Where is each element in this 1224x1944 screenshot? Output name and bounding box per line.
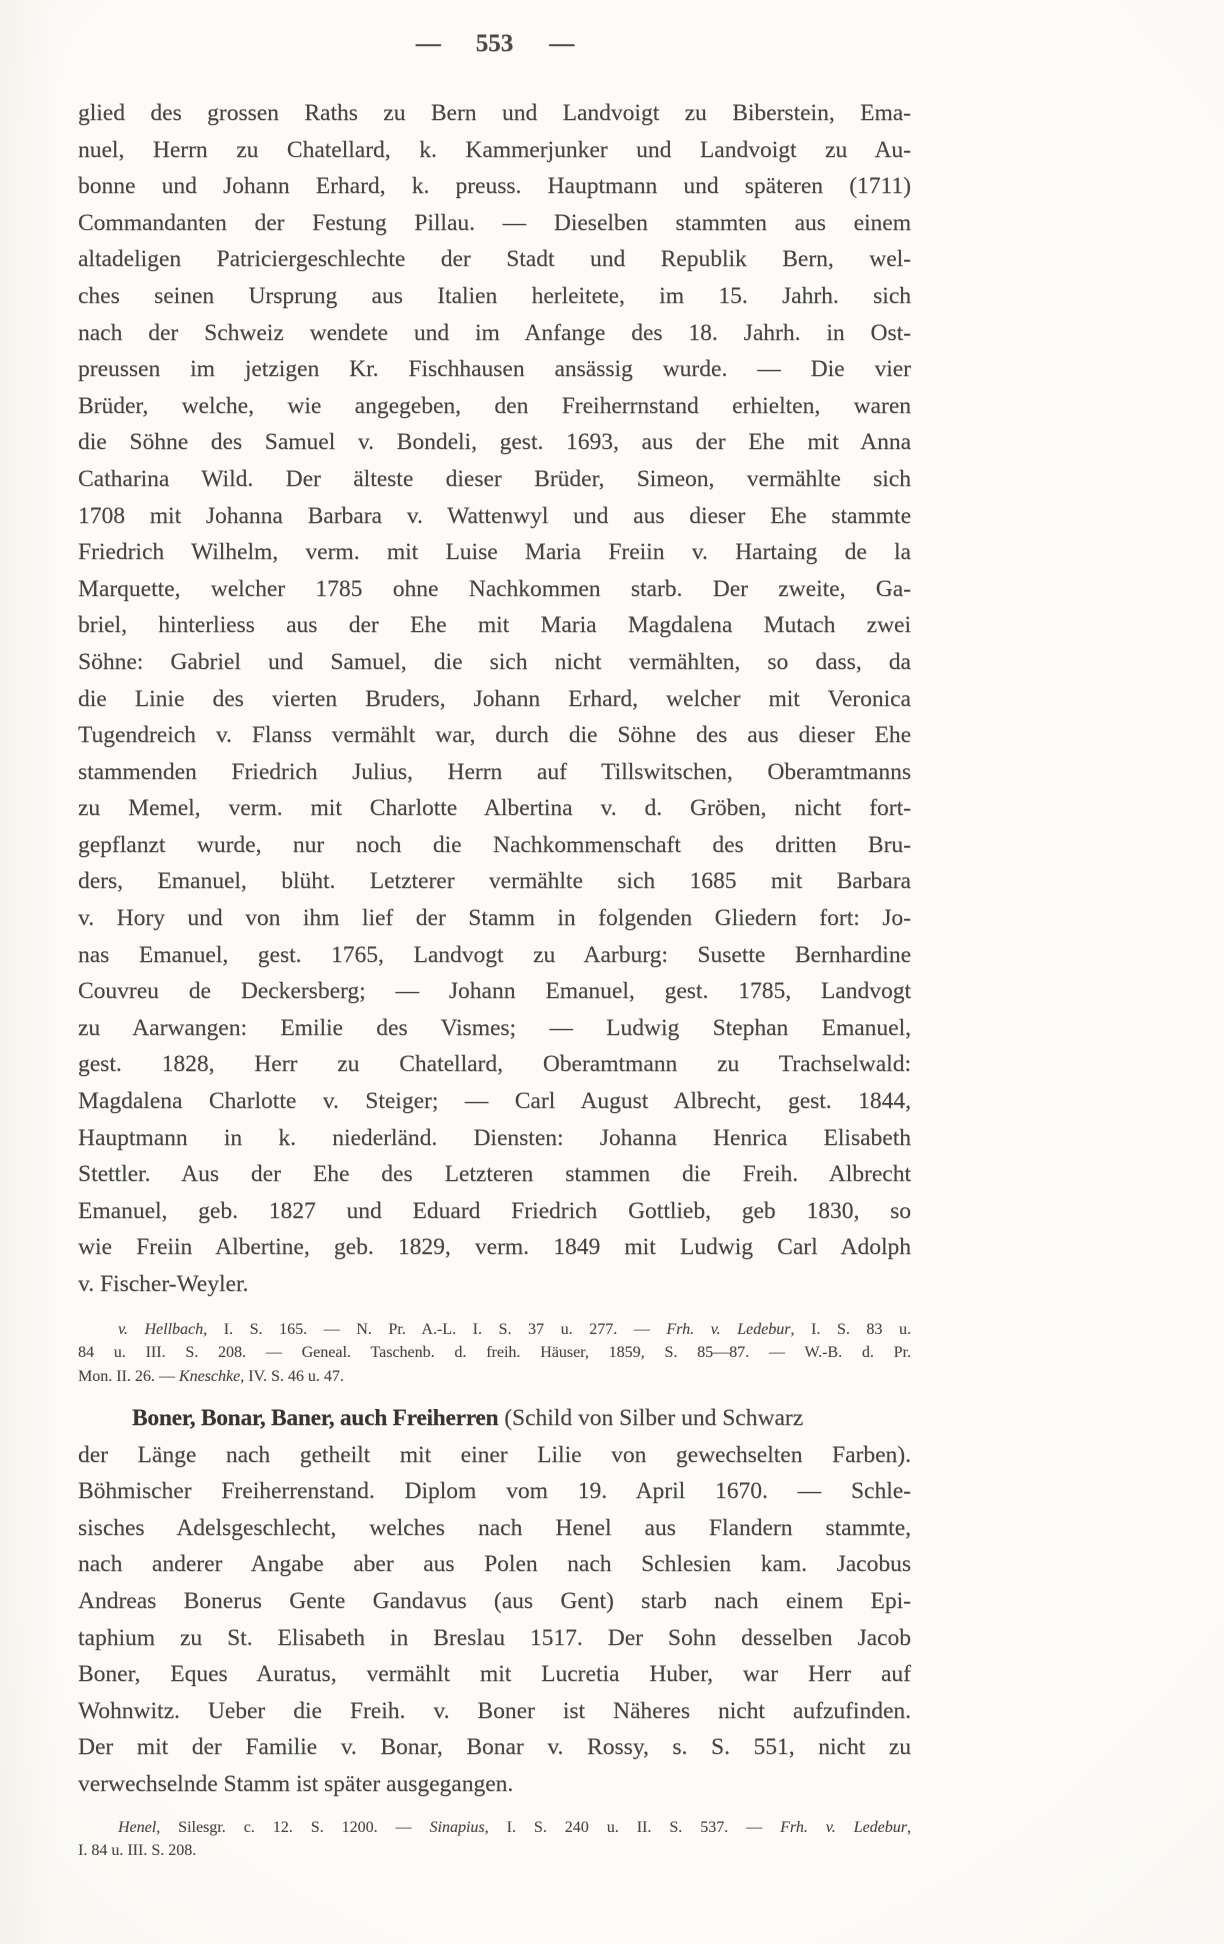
body-line: Friedrich Wilhelm, verm. mit Luise Maria Freiin v. Hartaing de la — [78, 539, 911, 566]
body-line: Commandanten der Festung Pillau. — Dieselben stammten aus einem — [78, 209, 911, 236]
body-line: wie Freiin Albertine, geb. 1829, verm. 1849 mit Ludwig Carl Adolph — [78, 1234, 911, 1261]
body-line: Wohnwitz. Ueber die Freih. v. Boner ist Näheres nicht aufzufinden. — [78, 1697, 911, 1724]
body-line: Andreas Bonerus Gente Gandavus (aus Gent) starb nach einem Epi- — [78, 1587, 911, 1614]
body-line: der Länge nach getheilt mit einer Lilie von gewechselten Farben). — [78, 1441, 911, 1468]
footnote-line: Henel, Silesgr. c. 12. S. 1200. — Sinapius, I. S. 240 u. II. S. 537. — Frh. v. Ledebur, — [118, 1818, 912, 1836]
footnote-line: Mon. II. 26. — Kneschke, IV. S. 46 u. 47. — [78, 1368, 344, 1386]
body-line: Tugendreich v. Flanss vermählt war, durch die Söhne des aus dieser Ehe — [78, 722, 911, 749]
footnote-boner — [78, 1816, 911, 1864]
body-line: 1708 mit Johanna Barbara v. Wattenwyl und aus dieser Ehe stammte — [78, 502, 911, 529]
body-line: taphium zu St. Elisabeth in Breslau 1517. Der Sohn desselben Jacob — [78, 1624, 911, 1651]
body-line: sisches Adelsgeschlecht, welches nach Henel aus Flandern stammte, — [78, 1514, 911, 1541]
body-line: gest. 1828, Herr zu Chatellard, Oberamtmann zu Trachselwald: — [78, 1051, 911, 1078]
header-dash-right: — — [549, 30, 574, 57]
footnote-line: v. Hellbach, I. S. 165. — N. Pr. A.-L. I. S. 37 u. 277. — Frh. v. Ledebur, I. S. 83 u. — [118, 1320, 912, 1338]
body-line: zu Aarwangen: Emilie des Vismes; — Ludwig Stephan Emanuel, — [78, 1014, 911, 1041]
body-line: Boner, Eques Auratus, vermählt mit Lucretia Huber, war Herr auf — [78, 1661, 911, 1688]
entry-boner-blazon-start: (Schild von Silber und Schwarz — [498, 1404, 804, 1431]
body-line: Söhne: Gabriel und Samuel, die sich nicht vermählten, so dass, da — [78, 648, 911, 675]
body-line: preussen im jetzigen Kr. Fischhausen ansässig wurde. — Die vier — [78, 356, 911, 383]
body-line: briel, hinterliess aus der Ehe mit Maria Magdalena Mutach zwei — [78, 612, 911, 639]
footnote-line: 84 u. III. S. 208. — Geneal. Taschenb. d. freih. Häuser, 1859, S. 85—87. — W.-B. d. Pr. — [78, 1344, 911, 1362]
body-line: die Linie des vierten Bruders, Johann Erhard, welcher mit Veronica — [78, 685, 911, 712]
body-line: nach anderer Angabe aber aus Polen nach Schlesien kam. Jacobus — [78, 1551, 911, 1578]
entry-boner-heading-line — [78, 1400, 911, 1437]
body-line: v. Fischer-Weyler. — [78, 1271, 249, 1297]
body-line: Brüder, welche, wie angegeben, den Freiherrnstand erhielten, waren — [78, 392, 911, 419]
entry-boner-name: Boner, Bonar, Baner, auch Freiherren — [132, 1404, 499, 1431]
body-line: zu Memel, verm. mit Charlotte Albertina v. d. Gröben, nicht fort- — [78, 795, 911, 822]
body-line: glied des grossen Raths zu Bern und Landvoigt zu Biberstein, Ema- — [78, 100, 911, 126]
body-line: Der mit der Familie v. Bonar, Bonar v. Rossy, s. S. 551, nicht zu — [78, 1734, 911, 1761]
body-line: ders, Emanuel, blüht. Letzterer vermählte sich 1685 mit Barbara — [78, 868, 911, 895]
body-line: Hauptmann in k. niederländ. Diensten: Johanna Henrica Elisabeth — [78, 1124, 911, 1151]
body-line: verwechselnde Stamm ist später ausgegangen. — [78, 1770, 514, 1797]
header-dash-left: — — [415, 30, 440, 57]
body-line: v. Hory und von ihm lief der Stamm in folgenden Gliedern fort: Jo- — [78, 905, 911, 932]
body-line: bonne und Johann Erhard, k. preuss. Hauptmann und späteren (1711) — [78, 173, 911, 200]
body-line: nach der Schweiz wendete und im Anfange des 18. Jahrh. in Ost- — [78, 319, 911, 346]
body-line: nas Emanuel, gest. 1765, Landvogt zu Aarburg: Susette Bernhardine — [78, 941, 911, 968]
entry-boner-text — [78, 1400, 911, 1803]
body-line: gepflanzt wurde, nur noch die Nachkommenschaft des dritten Bru- — [78, 831, 911, 858]
page-header — [78, 30, 911, 58]
entry-bondeli-text — [78, 95, 911, 1303]
footnote-bondeli — [78, 1318, 911, 1389]
body-line: altadeligen Patriciergeschlechte der Stadt und Republik Bern, wel- — [78, 246, 911, 273]
body-line: ches seinen Ursprung aus Italien herleitete, im 15. Jahrh. sich — [78, 282, 911, 309]
body-line: Böhmischer Freiherrenstand. Diplom vom 19. April 1670. — Schle- — [78, 1478, 911, 1505]
body-line: Catharina Wild. Der älteste dieser Brüder, Simeon, vermählte sich — [78, 465, 911, 492]
body-line: stammenden Friedrich Julius, Herrn auf Tillswitschen, Oberamtmanns — [78, 758, 911, 785]
page-number: 553 — [475, 30, 514, 57]
body-line: Magdalena Charlotte v. Steiger; — Carl August Albrecht, gest. 1844, — [78, 1088, 911, 1115]
body-line: nuel, Herrn zu Chatellard, k. Kammerjunker und Landvoigt zu Au- — [78, 136, 911, 163]
text-block — [78, 30, 911, 1863]
body-line: Emanuel, geb. 1827 und Eduard Friedrich Gottlieb, geb 1830, so — [78, 1197, 911, 1224]
footnote-line: I. 84 u. III. S. 208. — [78, 1842, 197, 1860]
body-line: Marquette, welcher 1785 ohne Nachkommen starb. Der zweite, Ga- — [78, 575, 911, 602]
body-line: Stettler. Aus der Ehe des Letzteren stammen die Freih. Albrecht — [78, 1161, 911, 1188]
body-line: Couvreu de Deckersberg; — Johann Emanuel, gest. 1785, Landvogt — [78, 978, 911, 1005]
body-line: die Söhne des Samuel v. Bondeli, gest. 1693, aus der Ehe mit Anna — [78, 429, 911, 456]
